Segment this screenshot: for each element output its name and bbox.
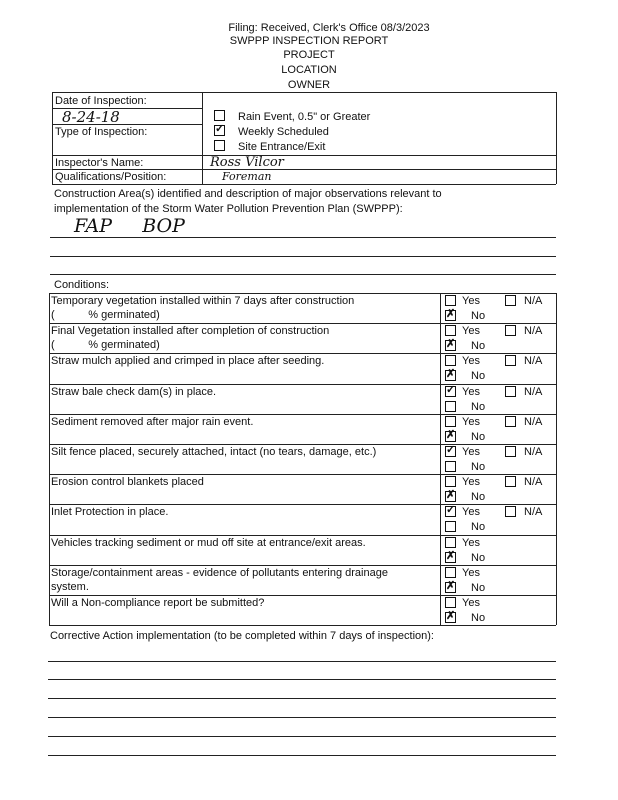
rain-event-checkbox[interactable] [214, 110, 225, 121]
yes-checkbox[interactable] [445, 476, 456, 487]
no-label: No [471, 491, 486, 503]
no-checkbox[interactable] [445, 401, 456, 412]
na-label: N/A [524, 476, 543, 488]
table-row-border [49, 353, 556, 354]
yes-label: Yes [462, 386, 480, 398]
condition-subtext: ( % germinated) [51, 309, 160, 321]
yes-checkbox[interactable] [445, 295, 456, 306]
no-label: No [471, 370, 486, 382]
no-label: No [471, 461, 486, 473]
project-heading: PROJECT [283, 49, 335, 61]
table-row-border [49, 474, 556, 475]
na-checkbox[interactable] [505, 355, 516, 366]
yes-checkbox[interactable] [445, 597, 456, 608]
no-label: No [471, 521, 486, 533]
no-label: No [471, 582, 486, 594]
na-label: N/A [524, 355, 543, 367]
no-label: No [471, 340, 486, 352]
construction-line-1 [50, 237, 556, 238]
condition-subtext: ( % germinated) [51, 339, 160, 351]
location-heading: LOCATION [281, 64, 337, 76]
no-label: No [471, 552, 486, 564]
filing-line: Filing: Received, Clerk's Office 08/3/2023 [228, 22, 430, 34]
no-checkbox[interactable] [445, 461, 456, 472]
no-mark: ✗ [446, 429, 456, 441]
yes-mark: ✓ [446, 384, 456, 396]
weekly-scheduled-label: Weekly Scheduled [238, 126, 329, 138]
yes-checkbox[interactable] [445, 386, 456, 397]
table-row-border [49, 625, 556, 626]
no-checkbox[interactable] [445, 552, 456, 563]
rain-event-label: Rain Event, 0.5" or Greater [238, 111, 371, 123]
no-checkbox[interactable] [445, 521, 456, 532]
no-label: No [471, 310, 486, 322]
na-checkbox[interactable] [505, 476, 516, 487]
yes-label: Yes [462, 295, 480, 307]
na-label: N/A [524, 386, 543, 398]
qualifications-label: Qualifications/Position: [55, 171, 167, 183]
no-mark: ✗ [446, 610, 456, 622]
no-mark: ✗ [446, 308, 456, 320]
table-row-border [49, 595, 556, 596]
condition-text: Sediment removed after major rain event. [51, 416, 254, 428]
weekly-scheduled-checkbox[interactable] [214, 125, 225, 136]
type-label: Type of Inspection: [55, 126, 148, 138]
weekly-scheduled-mark: ✓ [215, 123, 225, 135]
na-label: N/A [524, 295, 543, 307]
na-label: N/A [524, 325, 543, 337]
no-checkbox[interactable] [445, 340, 456, 351]
no-mark: ✗ [446, 489, 456, 501]
yes-mark: ✓ [446, 504, 456, 516]
no-mark: ✗ [446, 338, 456, 350]
na-label: N/A [524, 506, 543, 518]
condition-text: Vehicles tracking sediment or mud off site at entrance/exit areas. [51, 537, 366, 549]
construction-line-3 [50, 274, 556, 275]
table-row-border [49, 384, 556, 385]
na-checkbox[interactable] [505, 386, 516, 397]
table-row-border [49, 444, 556, 445]
yes-checkbox[interactable] [445, 506, 456, 517]
no-checkbox[interactable] [445, 310, 456, 321]
site-entrance-checkbox[interactable] [214, 140, 225, 151]
table-row-border [49, 565, 556, 566]
yes-label: Yes [462, 476, 480, 488]
condition-text: Temporary vegetation installed within 7 days after construction [51, 295, 355, 307]
inspector-label: Inspector's Name: [55, 157, 144, 169]
condition-text: Inlet Protection in place. [51, 506, 169, 518]
qualifications-value: Foreman [222, 170, 272, 183]
report-title: SWPPP INSPECTION REPORT [229, 35, 389, 47]
table-row-border [49, 535, 556, 536]
yes-checkbox[interactable] [445, 567, 456, 578]
yes-label: Yes [462, 506, 480, 518]
no-label: No [471, 612, 486, 624]
construction-line-2 [50, 256, 556, 257]
na-checkbox[interactable] [505, 295, 516, 306]
no-checkbox[interactable] [445, 491, 456, 502]
table-row-border [49, 323, 556, 324]
yes-label: Yes [462, 537, 480, 549]
na-checkbox[interactable] [505, 506, 516, 517]
table-row-border [49, 414, 556, 415]
yes-label: Yes [462, 325, 480, 337]
yes-label: Yes [462, 355, 480, 367]
na-label: N/A [524, 446, 543, 458]
table-divider [440, 293, 441, 625]
yes-checkbox[interactable] [445, 416, 456, 427]
construction-handwritten: FAP BOP [74, 215, 185, 237]
date-value: 8-24-18 [62, 108, 120, 126]
construction-text-1: Construction Area(s) identified and description of major observations relevant to [54, 188, 442, 200]
yes-checkbox[interactable] [445, 325, 456, 336]
condition-text: Silt fence placed, securely attached, intact (no tears, damage, etc.) [51, 446, 377, 458]
table-left-border [49, 293, 50, 625]
yes-mark: ✓ [446, 444, 456, 456]
no-checkbox[interactable] [445, 612, 456, 623]
no-mark: ✗ [446, 550, 456, 562]
yes-checkbox[interactable] [445, 355, 456, 366]
table-row-border [49, 504, 556, 505]
no-mark: ✗ [446, 580, 456, 592]
na-label: N/A [524, 416, 543, 428]
condition-text: Storage/containment areas - evidence of pollutants entering drainage [51, 567, 388, 579]
no-checkbox[interactable] [445, 370, 456, 381]
na-checkbox[interactable] [505, 446, 516, 457]
condition-text: Will a Non-compliance report be submitted? [51, 597, 265, 609]
no-checkbox[interactable] [445, 582, 456, 593]
condition-subtext: system. [51, 581, 89, 593]
conditions-label: Conditions: [54, 279, 110, 291]
yes-label: Yes [462, 416, 480, 428]
no-label: No [471, 401, 486, 413]
na-checkbox[interactable] [505, 416, 516, 427]
no-label: No [471, 431, 486, 443]
table-right-border [556, 293, 557, 625]
condition-text: Straw mulch applied and crimped in place after seeding. [51, 355, 325, 367]
condition-text: Final Vegetation installed after completion of construction [51, 325, 330, 337]
na-checkbox[interactable] [505, 325, 516, 336]
yes-checkbox[interactable] [445, 537, 456, 548]
yes-label: Yes [462, 567, 480, 579]
owner-heading: OWNER [287, 79, 331, 91]
construction-text-2: implementation of the Storm Water Pollution Prevention Plan (SWPPP): [54, 203, 403, 215]
no-mark: ✗ [446, 368, 456, 380]
inspector-value: Ross Vilcor [210, 155, 284, 170]
condition-text: Straw bale check dam(s) in place. [51, 386, 217, 398]
corrective-action-label: Corrective Action implementation (to be completed within 7 days of inspection): [50, 630, 434, 642]
condition-text: Erosion control blankets placed [51, 476, 204, 488]
yes-label: Yes [462, 597, 480, 609]
yes-checkbox[interactable] [445, 446, 456, 457]
no-checkbox[interactable] [445, 431, 456, 442]
site-entrance-label: Site Entrance/Exit [238, 141, 326, 153]
yes-label: Yes [462, 446, 480, 458]
table-top-border [49, 293, 556, 294]
date-label: Date of Inspection: [55, 95, 147, 107]
